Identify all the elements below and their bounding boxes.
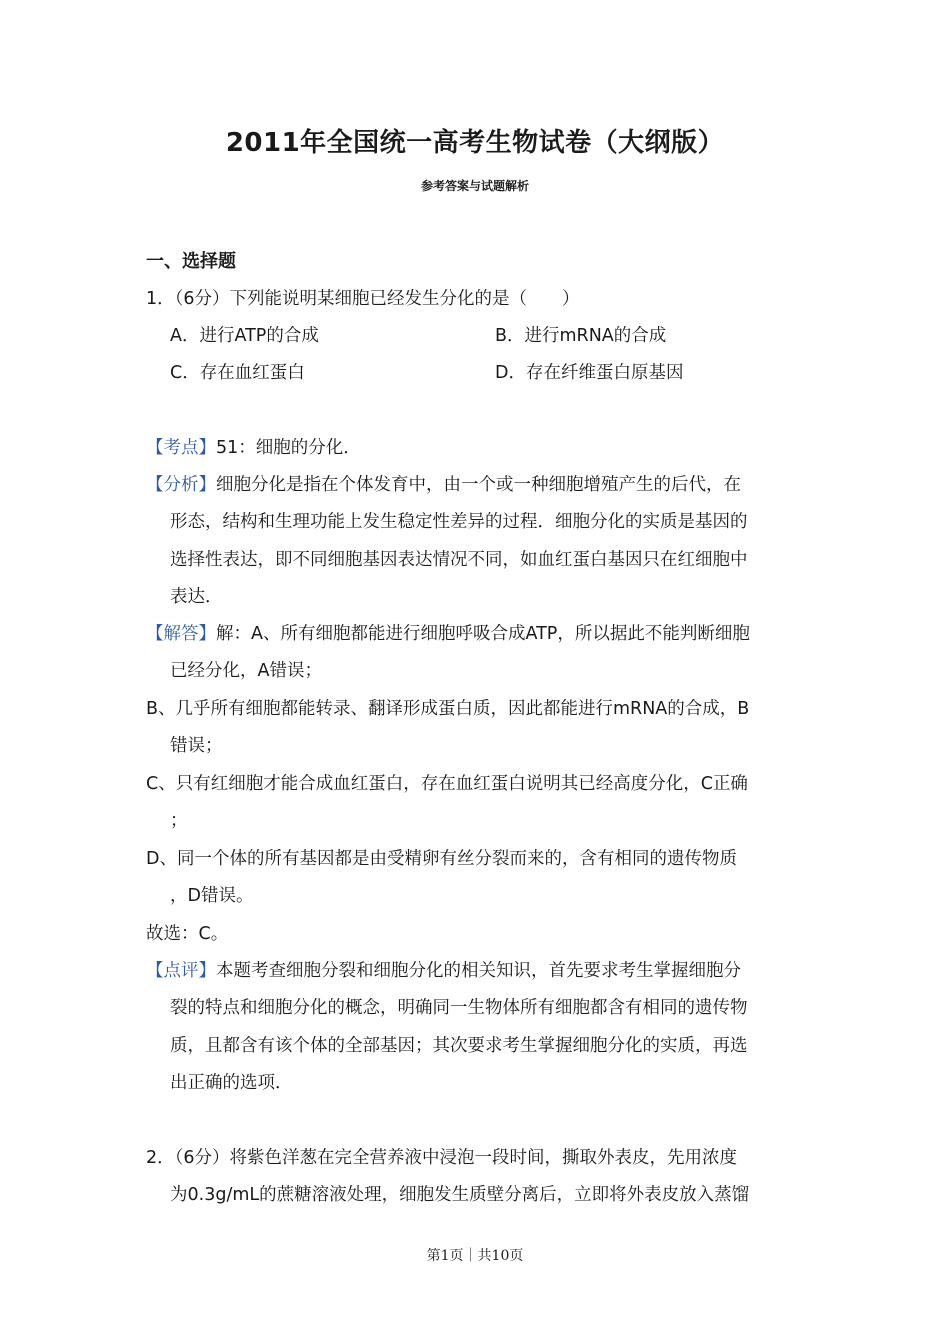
dianping-text: 本题考查细胞分裂和细胞分化的相关知识，首先要求考生掌握细胞分 bbox=[216, 961, 741, 981]
fenxi-line: 表达． bbox=[170, 587, 223, 607]
dianping-line: 裂的特点和细胞分化的概念，明确同一生物体所有细胞都含有相同的遗传物 bbox=[170, 998, 748, 1018]
question-1-option-d: D．存在纤维蛋白原基因 bbox=[495, 363, 684, 383]
answer-choice: 故选：C。 bbox=[146, 924, 229, 944]
dianping-line bbox=[146, 957, 741, 982]
jieda-line: 错误； bbox=[170, 736, 223, 756]
section-heading: 一、选择题 bbox=[146, 251, 236, 272]
jieda-line bbox=[146, 620, 750, 645]
dianping-line: 出正确的选项． bbox=[170, 1073, 293, 1093]
jieda-line: B、几乎所有细胞都能转录、翻译形成蛋白质，因此都能进行mRNA的合成，B bbox=[146, 699, 750, 719]
document-title: 2011年全国统一高考生物试卷（大纲版） bbox=[225, 128, 725, 158]
jieda-line: 已经分化，A错误； bbox=[170, 661, 322, 681]
jieda-line: D、同一个体的所有基因都是由受精卵有丝分裂而来的，含有相同的遗传物质 bbox=[146, 849, 737, 869]
kaodian-paragraph bbox=[146, 434, 361, 459]
jieda-line: ； bbox=[170, 811, 188, 831]
dianping-line: 质，且都含有该个体的全部基因；其次要求考生掌握细胞分化的实质，再选 bbox=[170, 1036, 748, 1056]
document-subtitle: 参考答案与试题解析 bbox=[420, 179, 529, 193]
question-2-stem: 2．（6分）将紫色洋葱在完全营养液中浸泡一段时间，撕取外表皮，先用浓度 bbox=[146, 1148, 738, 1168]
kaodian-text: 51：细胞的分化． bbox=[216, 438, 361, 458]
fenxi-tag: 【分析】 bbox=[146, 475, 216, 495]
jieda-line: C、只有红细胞才能合成血红蛋白，存在血红蛋白说明其已经高度分化，C正确 bbox=[146, 774, 748, 794]
fenxi-line: 选择性表达，即不同细胞基因表达情况不同，如血红蛋白基因只在红细胞中 bbox=[170, 550, 748, 570]
jieda-line: ，D错误。 bbox=[170, 886, 254, 906]
dianping-tag: 【点评】 bbox=[146, 961, 216, 981]
fenxi-line bbox=[146, 471, 741, 496]
question-1-option-a: A．进行ATP的合成 bbox=[170, 326, 319, 346]
fenxi-line: 形态，结构和生理功能上发生稳定性差异的过程．细胞分化的实质是基因的 bbox=[170, 512, 748, 532]
question-1-option-b: B．进行mRNA的合成 bbox=[495, 326, 667, 346]
question-1-option-c: C．存在血红蛋白 bbox=[170, 363, 305, 383]
page-footer: 第1页｜共10页 bbox=[426, 1248, 524, 1264]
jieda-text: 解：A、所有细胞都能进行细胞呼吸合成ATP，所以据此不能判断细胞 bbox=[216, 624, 750, 644]
fenxi-text: 细胞分化是指在个体发育中，由一个或一种细胞增殖产生的后代，在 bbox=[216, 475, 741, 495]
question-1-stem: 1．（6分）下列能说明某细胞已经发生分化的是（ ） bbox=[146, 289, 580, 309]
jieda-tag: 【解答】 bbox=[146, 624, 216, 644]
question-2-stem: 为0.3g/mL的蔗糖溶液处理，细胞发生质壁分离后，立即将外表皮放入蒸馏 bbox=[170, 1185, 750, 1205]
kaodian-tag: 【考点】 bbox=[146, 438, 216, 458]
